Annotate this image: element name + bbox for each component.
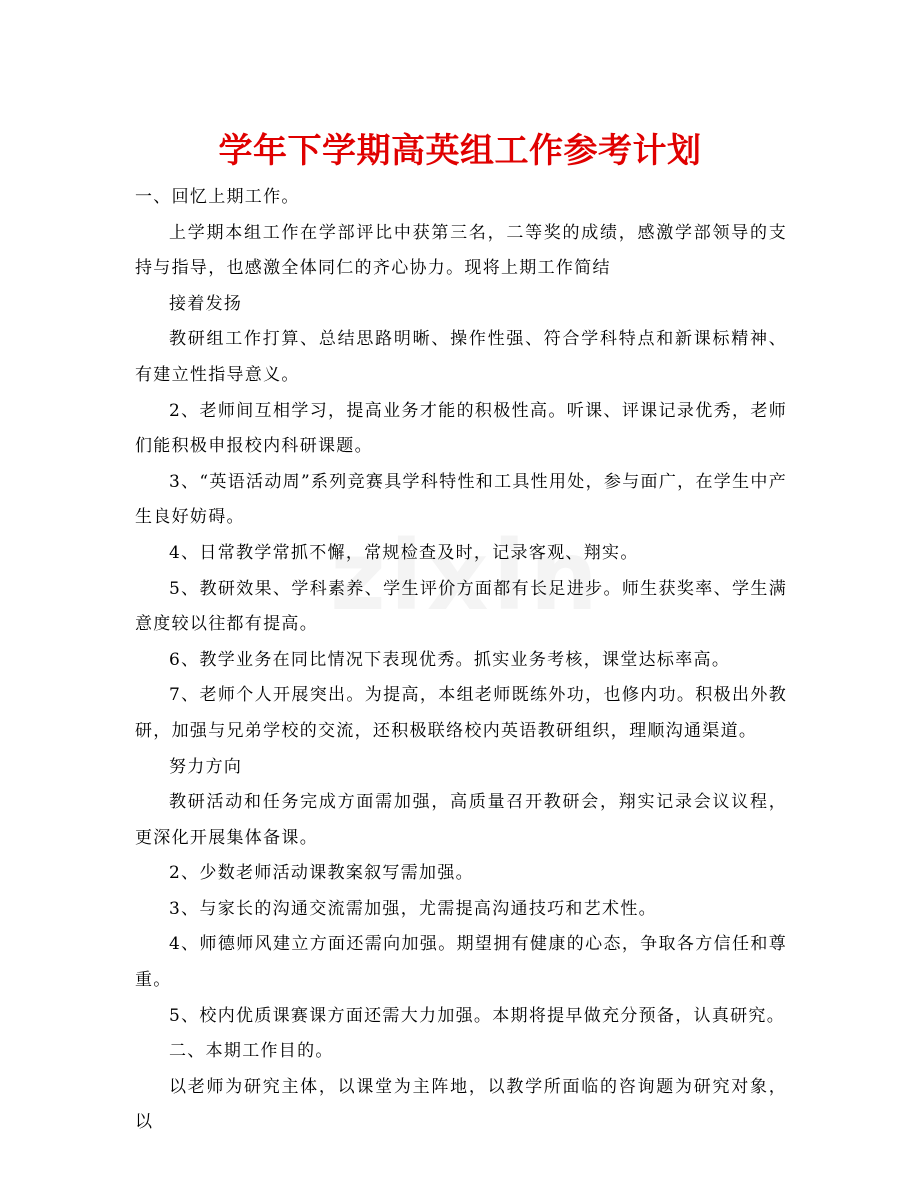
- paragraph: 2、老师间互相学习，提高业务才能的积极性高。听课、评课记录优秀，老师们能积极申报校内科研课题。: [135, 400, 787, 457]
- paragraph: 教研组工作打算、总结思路明晰、操作性强、符合学科特点和新课标精神、有建立性指导意义。: [135, 329, 787, 385]
- paragraph: 上学期本组工作在学部评比中获第三名，二等奖的成绩，感激学部领导的支持与指导，也感激全体同仁的齐心协力。现将上期工作简结: [135, 222, 787, 279]
- paragraph: 以老师为研究主体，以课堂为主阵地，以教学所面临的咨询题为研究对象，以: [135, 1076, 787, 1133]
- paragraph: 6、教学业务在同比情况下表现优秀。抓实业务考核，课堂达标率高。: [169, 649, 731, 670]
- subheading-continue: 接着发扬: [169, 293, 243, 314]
- paragraph: 3、“英语活动周”系列竞赛具学科特性和工具性用处，参与面广，在学生中产生良好妨碍。: [135, 471, 787, 528]
- paragraph: 5、教研效果、学科素养、学生评价方面都有长足进步。师生获奖率、学生满意度较以往都有提高。: [135, 578, 787, 635]
- paragraph: 4、日常教学常抓不懈，常规检查及时，记录客观、翔实。: [169, 542, 639, 563]
- document-title: 学年下学期高英组工作参考计划: [218, 131, 702, 171]
- paragraph: 5、校内优质课赛课方面还需大力加强。本期将提早做充分预备，认真研究。: [169, 1005, 786, 1026]
- paragraph: 3、与家长的沟通交流需加强，尤需提高沟通技巧和艺术性。: [169, 898, 657, 919]
- section-heading-review: 一、回忆上期工作。: [135, 187, 300, 207]
- section-heading-goals: 二、本期工作目的。: [169, 1041, 334, 1062]
- paragraph: 4、师德师风建立方面还需向加强。期望拥有健康的心态，争取各方信任和尊重。: [135, 934, 787, 991]
- paragraph: 7、老师个人开展突出。为提高，本组老师既练外功，也修内功。积极出外教研，加强与兄弟学校的交流，还积极联络校内英语教研组织，理顺沟通渠道。: [135, 685, 787, 741]
- paragraph: 2、少数老师活动课教案叙写需加强。: [169, 863, 474, 884]
- document-body: [135, 180, 787, 1141]
- paragraph: 教研活动和任务完成方面需加强，高质量召开教研会，翔实记录会议议程，更深化开展集体备课。: [135, 792, 787, 848]
- subheading-direction: 努力方向: [169, 756, 243, 777]
